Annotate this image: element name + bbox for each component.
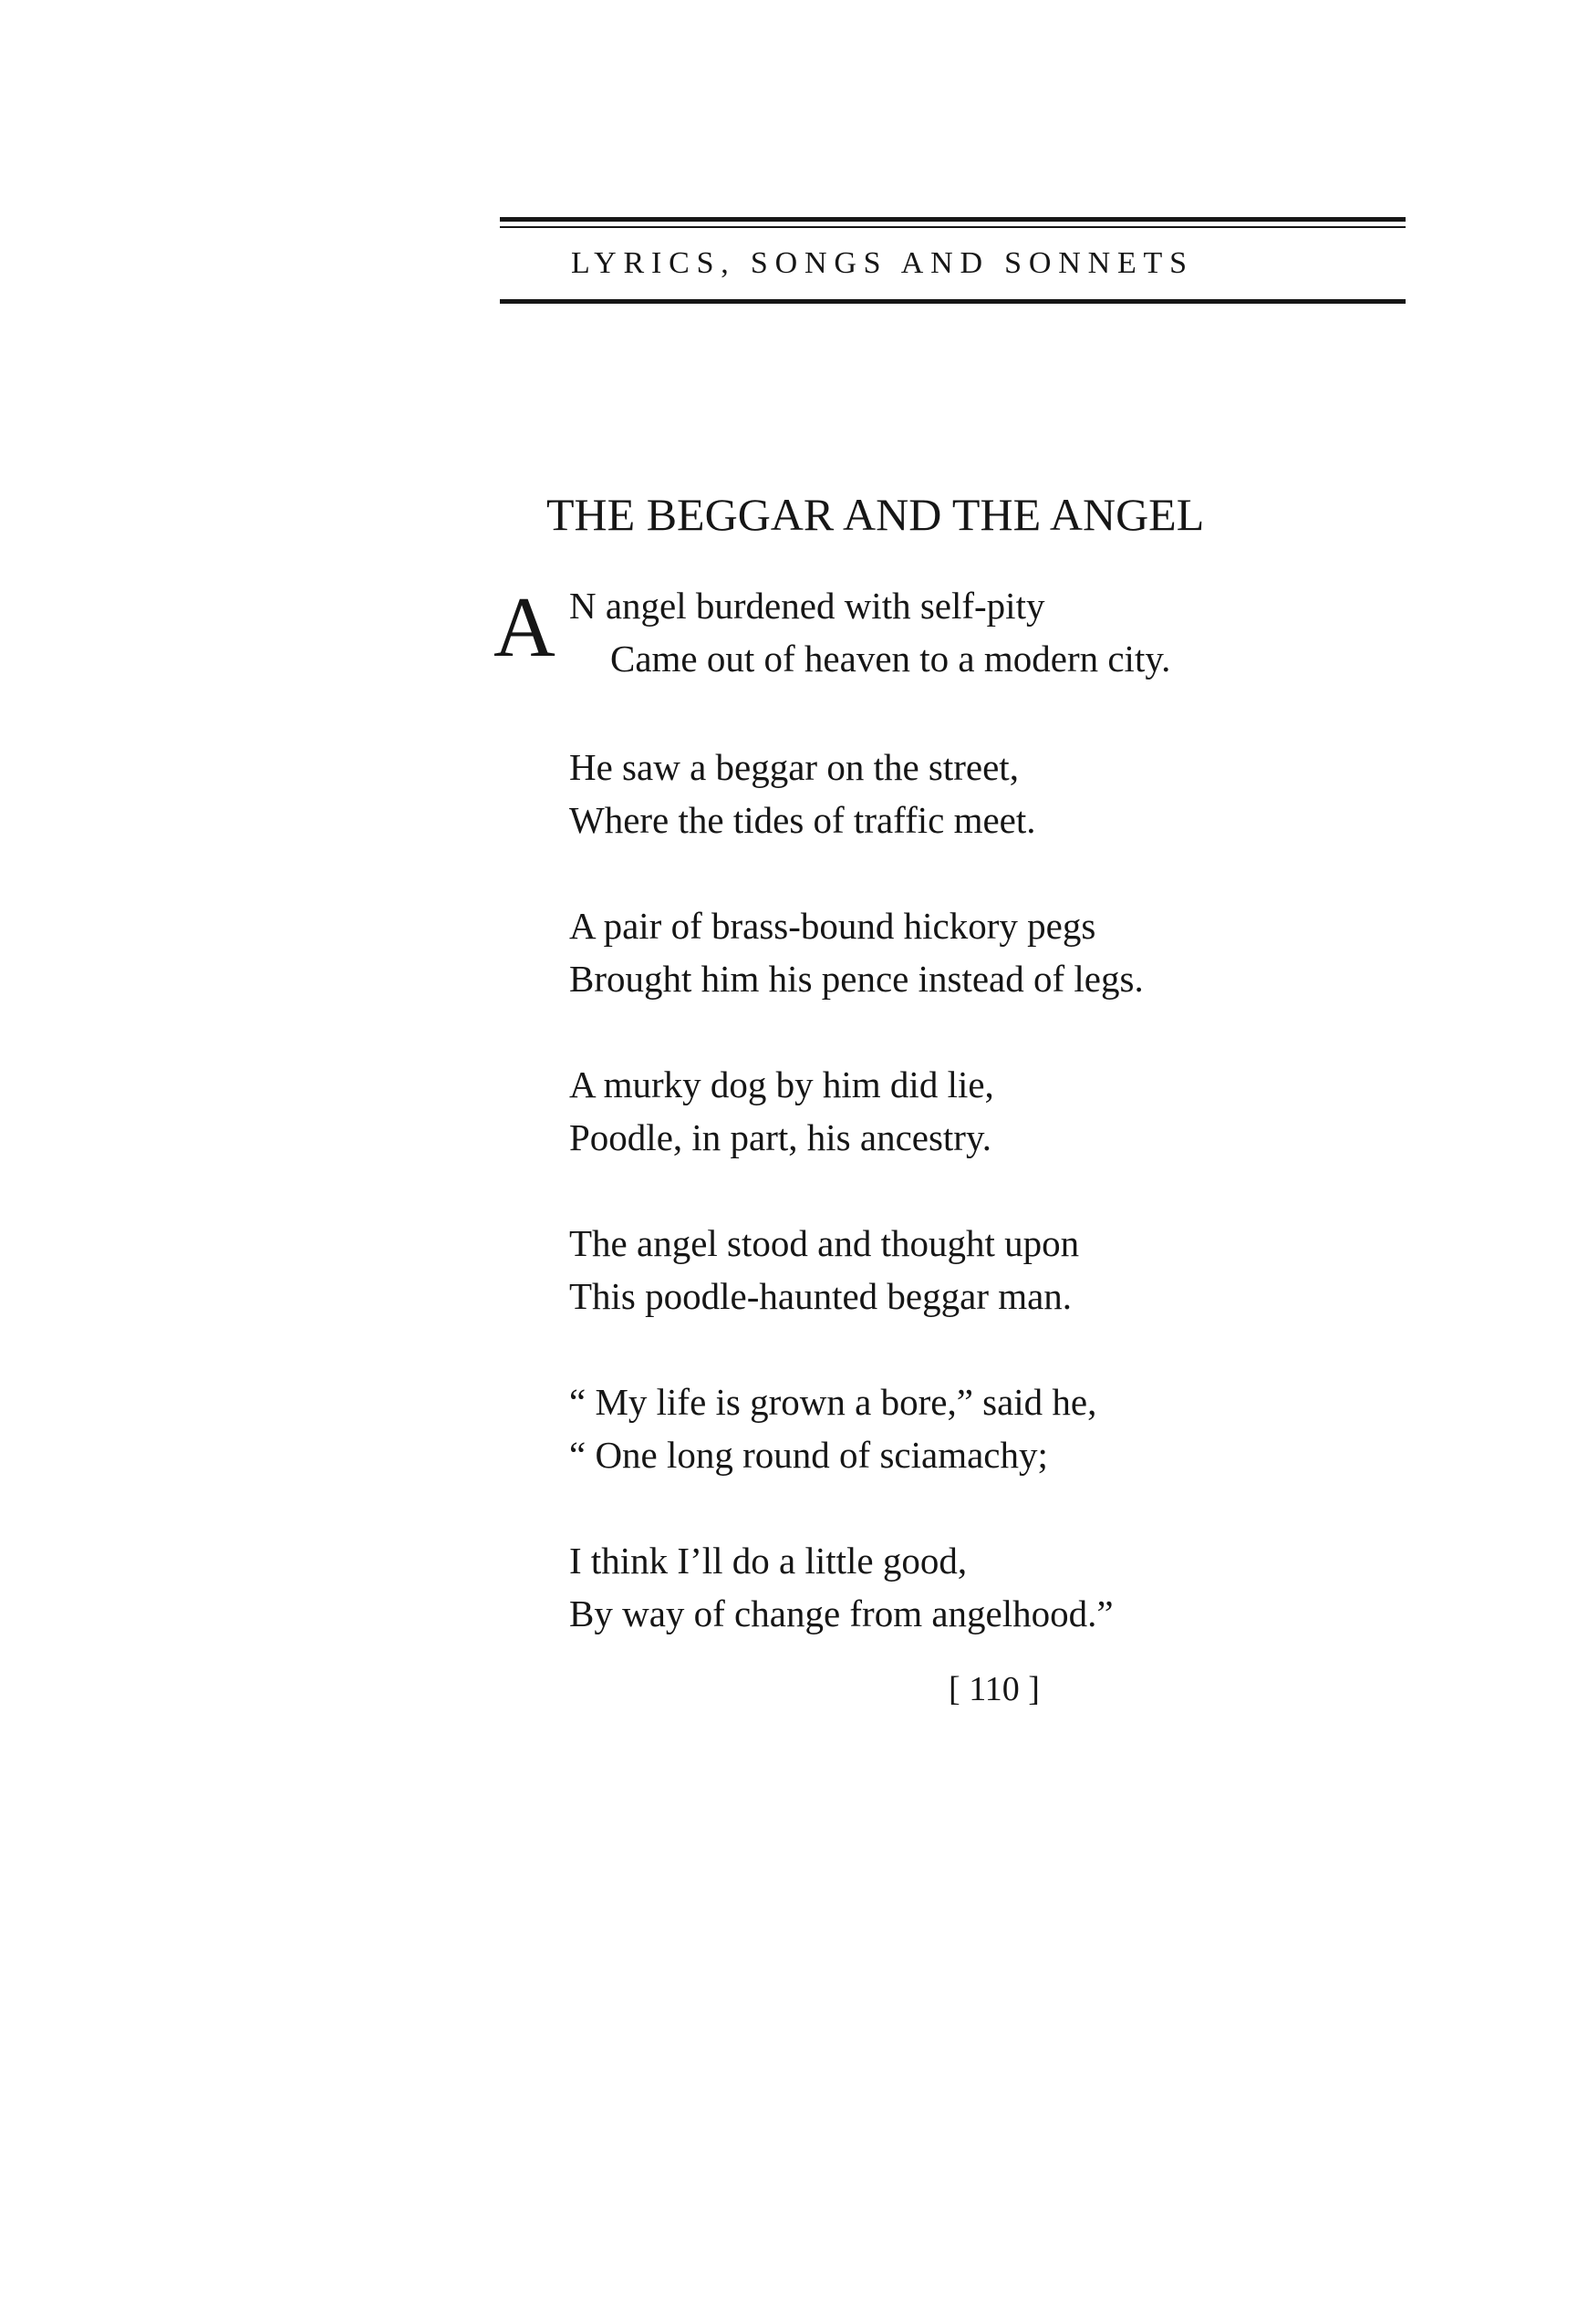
poem-line: Where the tides of traffic meet. [569, 799, 1036, 841]
header-rule-bottom [500, 299, 1406, 304]
stanza [569, 1058, 994, 1164]
poem-line: A pair of brass-bound hickory pegs [569, 905, 1096, 947]
page-number: [ 110 ] [949, 1670, 1040, 1708]
stanza [569, 741, 1036, 846]
poem-line: Brought him his pence instead of legs. [569, 958, 1144, 1000]
poem-line: Poodle, in part, his ancestry. [569, 1116, 992, 1158]
poem-line: “ One long round of sciamachy; [569, 1434, 1048, 1476]
poem-line: He saw a beggar on the street, [569, 746, 1019, 788]
running-head-text: LYRICS, SONGS AND SONNETS [571, 246, 1194, 280]
stanza [569, 899, 1144, 1005]
poem-line: Came out of heaven to a modern city. [610, 638, 1171, 680]
poem-line: A murky dog by him did lie, [569, 1063, 994, 1105]
poem-line: “ My life is grown a bore,” said he, [569, 1381, 1097, 1423]
poem-title: THE BEGGAR AND THE ANGEL [546, 489, 1205, 540]
header-rule-thin [500, 226, 1406, 228]
running-head [500, 217, 1406, 304]
drop-cap: A [493, 580, 555, 675]
poem-line: By way of change from angelhood.” [569, 1593, 1114, 1634]
stanza [569, 1217, 1079, 1323]
poem-line: N angel burdened with self-pity [569, 585, 1045, 627]
header-rule-top [500, 217, 1406, 222]
poem-line: The angel stood and thought upon [569, 1222, 1080, 1264]
poem-line: This poodle-haunted beggar man. [569, 1275, 1073, 1317]
poem-line: I think I’ll do a little good, [569, 1540, 968, 1582]
stanza [569, 1534, 1114, 1640]
stanza [569, 1375, 1096, 1481]
